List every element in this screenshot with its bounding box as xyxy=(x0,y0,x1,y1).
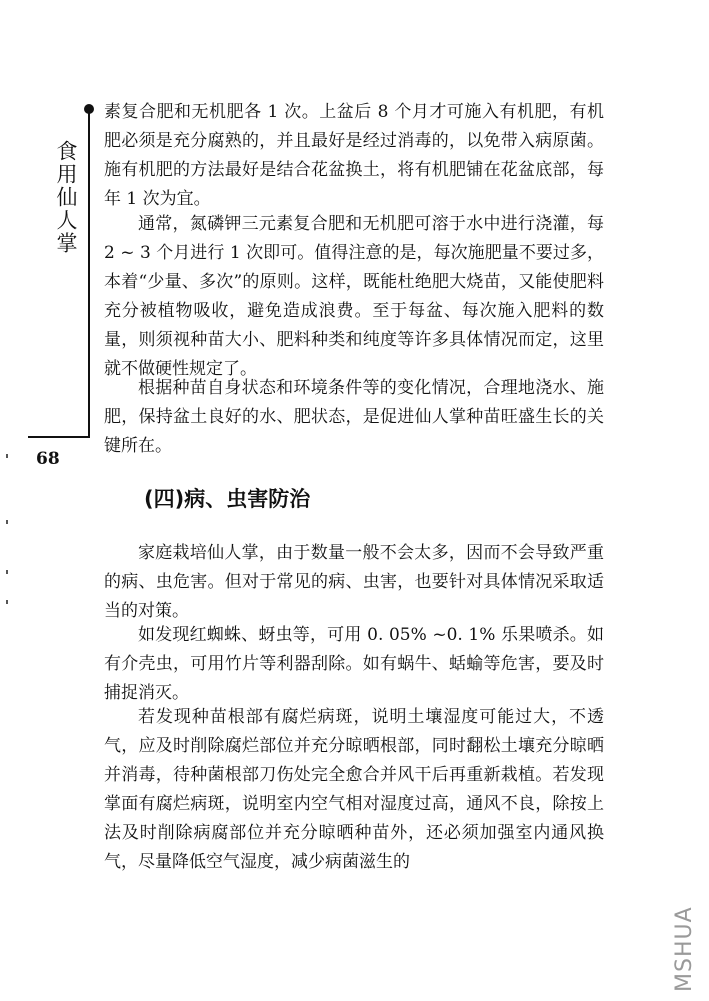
header-vertical-rule xyxy=(88,112,90,436)
section-heading: (四)病、虫害防治 xyxy=(144,487,311,511)
running-header: 食用仙人掌 xyxy=(54,140,78,255)
page-number-rule xyxy=(28,436,90,438)
scan-mark xyxy=(6,570,8,574)
scan-mark xyxy=(6,600,8,604)
paragraph-1: 素复合肥和无机肥各 1 次。上盆后 8 个月才可施入有机肥，有机肥必须是充分腐熟的，并且最好是经过消毒的，以免带入病原菌。施有机肥的方法最好是结合花盆换土，将有机肥铺在花盆底部，每年 1 次为宜。 xyxy=(104,102,604,209)
paragraph-3: 根据种苗自身状态和环境条件等的变化情况，合理地浇水、施肥，保持盆土良好的水、肥状态，是促进仙人掌种苗旺盛生长的关键所在。 xyxy=(104,378,604,456)
scan-mark xyxy=(6,454,8,458)
scan-mark xyxy=(6,520,8,524)
watermark: MSHUA xyxy=(672,906,697,992)
section-paragraph-1: 家庭栽培仙人掌，由于数量一般不会太多，因而不会导致严重的病、虫危害。但对于常见的病、虫害，也要针对具体情况采取适当的对策。 xyxy=(104,543,604,621)
section-paragraph-3: 若发现种苗根部有腐烂病斑，说明土壤湿度可能过大，不透气，应及时削除腐烂部位并充分晾晒根部，同时翻松土壤充分晾晒并消毒，待种菌根部刀伤处完全愈合并风干后再重新栽植。若发现掌面有腐烂病斑，说明室内空气相对湿度过高，通风不良，除按上法及时削除病腐部位并充分晾晒种苗外，还必须加强室内通风换气，尽量降低空气湿度，减少病菌滋生的 xyxy=(104,707,604,872)
page-number: 68 xyxy=(36,449,60,469)
paragraph-2: 通常，氮磷钾三元素复合肥和无机肥可溶于水中进行浇灌，每 2 ~ 3 个月进行 1 次即可。值得注意的是，每次施肥量不要过多，本着“少量、多次”的原则。这样，既能杜绝肥大烧苗，又能使肥料充分被植物吸收，避免造成浪费。至于每盆、每次施入肥料的数量，则须视种苗大小、肥料种类和纯度等许多具体情况而定，这里就不做硬性规定了。 xyxy=(104,214,604,379)
section-paragraph-2: 如发现红蜘蛛、蚜虫等，可用 0. 05% ~0. 1% 乐果喷杀。如有介壳虫，可用竹片等利器刮除。如有蜗牛、蛞蝓等危害，要及时捕捉消灭。 xyxy=(104,625,604,703)
